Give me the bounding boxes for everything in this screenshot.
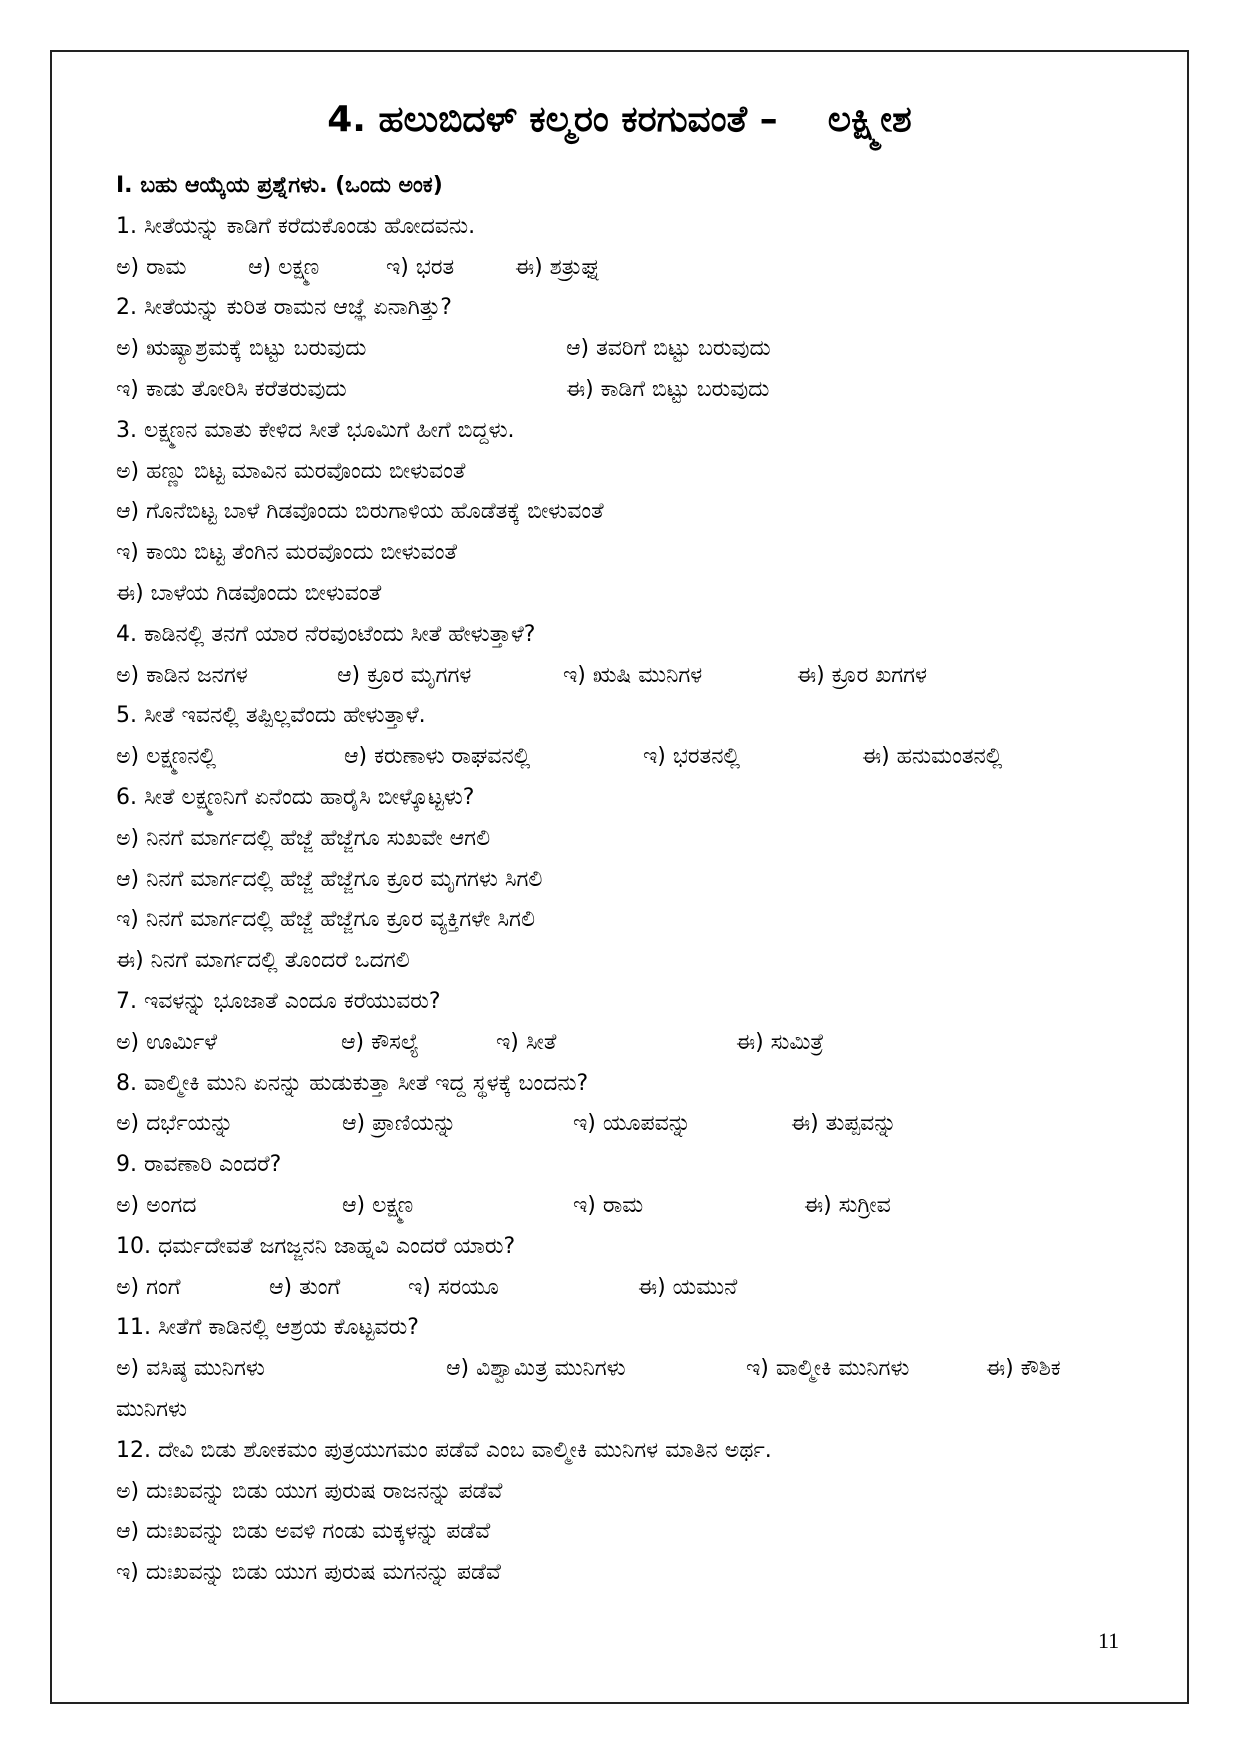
- option: ಆ) ದುಃಖವನ್ನು ಬಿಡು ಅವಳಿ ಗಂಡು ಮಕ್ಕಳನ್ನು ಪಡೆವೆ: [116, 1519, 491, 1545]
- option: ಈ) ಶತ್ರುಘ್ನ: [515, 254, 601, 280]
- option: ಅ) ನಿನಗೆ ಮಾರ್ಗದಲ್ಲಿ ಹೆಜ್ಜೆ ಹೆಜ್ಜೆಗೂ ಸುಖವೇ ಆಗಲಿ: [116, 825, 491, 851]
- question-3: 3. ಲಕ್ಷ್ಮಣನ ಮಾತು ಕೇಳಿದ ಸೀತೆ ಭೂಮಿಗೆ ಹೀಗೆ ಬಿದ್ದಳು.: [116, 417, 515, 443]
- option: ಅ) ಹಣ್ಣು ಬಿಟ್ಟ ಮಾವಿನ ಮರವೊಂದು ಬೀಳುವಂತೆ: [116, 458, 466, 484]
- option: ಇ) ಭರತನಲ್ಲಿ: [643, 744, 741, 770]
- option: ಇ) ಸರಯೂ: [408, 1274, 499, 1300]
- option: ಆ) ಪ್ರಾಣಿಯನ್ನು: [342, 1111, 457, 1137]
- question-8: 8. ವಾಲ್ಮೀಕಿ ಮುನಿ ಏನನ್ನು ಹುಡುಕುತ್ತಾ ಸೀತೆ ಇದ್ದ ಸ್ಥಳಕ್ಕೆ ಬಂದನು?: [116, 1070, 589, 1096]
- question-1: 1. ಸೀತೆಯನ್ನು ಕಾಡಿಗೆ ಕರೆದುಕೊಂಡು ಹೋದವನು.: [116, 213, 476, 239]
- question-6: 6. ಸೀತೆ ಲಕ್ಷ್ಮಣನಿಗೆ ಏನೆಂದು ಹಾರೈಸಿ ಬೀಳ್ಕೊಟ್ಟಳು?: [116, 784, 475, 810]
- option: ಅ) ದರ್ಭೆಯನ್ನು: [116, 1111, 234, 1137]
- option: ಇ) ವಾಲ್ಮೀಕಿ ಮುನಿಗಳು: [746, 1356, 910, 1382]
- section-heading: I. ಬಹು ಆಯ್ಕೆಯ ಪ್ರಶ್ನೆಗಳು. (ಒಂದು ಅಂಕ): [116, 173, 443, 198]
- option: ಇ) ಸೀತೆ: [496, 1029, 557, 1055]
- question-list: [116, 166, 1116, 1594]
- option: ಈ) ಕೌಶಿಕ: [986, 1356, 1061, 1382]
- question-4: 4. ಕಾಡಿನಲ್ಲಿ ತನಗೆ ಯಾರ ನೆರವುಂಟೆಂದು ಸೀತೆ ಹೇಳುತ್ತಾಳೆ?: [116, 621, 536, 647]
- question-2-options: [116, 329, 1116, 370]
- option: ಆ) ಕೌಸಲ್ಯೆ: [341, 1029, 420, 1055]
- option: ಇ) ಕಾಡು ತೋರಿಸಿ ಕರೆತರುವುದು: [116, 376, 347, 402]
- option: ಆ) ವಿಶ್ವಾಮಿತ್ರ ಮುನಿಗಳು: [446, 1356, 626, 1382]
- option: ಅ) ಅಂಗದ: [116, 1192, 197, 1218]
- option: ಈ) ಕ್ರೂರ ಖಗಗಳ: [797, 662, 927, 688]
- question-4-options: [116, 656, 1116, 697]
- question-9: 9. ರಾವಣಾರಿ ಎಂದರೆ?: [116, 1152, 282, 1178]
- question-11-options: [116, 1349, 1116, 1390]
- option: ಆ) ಗೊನೆಬಿಟ್ಟ ಬಾಳೆ ಗಿಡವೊಂದು ಬಿರುಗಾಳಿಯ ಹೊಡೆತಕ್ಕೆ ಬೀಳುವಂತೆ: [116, 499, 604, 525]
- option: ಆ) ಕ್ರೂರ ಮೃಗಗಳ: [337, 662, 472, 688]
- question-8-options: [116, 1104, 1116, 1145]
- option: ಇ) ಋಷಿ ಮುನಿಗಳ: [563, 662, 703, 688]
- option-continuation: ಮುನಿಗಳು: [116, 1396, 187, 1422]
- page-title: 4. ಹಲುಬಿದಳ್ ಕಲ್ಮರಂ ಕರಗುವಂತೆ – ಲಕ್ಷ್ಮೀಶ: [327, 99, 912, 140]
- option: ಆ) ಕರುಣಾಳು ರಾಘವನಲ್ಲಿ: [344, 744, 531, 770]
- question-10: 10. ಧರ್ಮದೇವತೆ ಜಗಜ್ಜನನಿ ಜಾಹ್ನವಿ ಎಂದರೆ ಯಾರು?: [116, 1233, 516, 1259]
- question-12: 12. ದೇವಿ ಬಿಡು ಶೋಕಮಂ ಪುತ್ರಯುಗಮಂ ಪಡೆವೆ ಎಂಬ ವಾಲ್ಮೀಕಿ ಮುನಿಗಳ ಮಾತಿನ ಅರ್ಥ.: [116, 1437, 772, 1463]
- option: ಇ) ಯೂಪವನ್ನು: [573, 1111, 691, 1137]
- option: ಈ) ಬಾಳೆಯ ಗಿಡವೊಂದು ಬೀಳುವಂತೆ: [116, 580, 382, 606]
- option: ಆ) ಲಕ್ಷ್ಮಣ: [248, 254, 320, 280]
- option: ಅ) ವಸಿಷ್ಠ ಮುನಿಗಳು: [116, 1356, 265, 1382]
- option: ಅ) ಊರ್ಮಿಳೆ: [116, 1029, 218, 1055]
- option: ಇ) ರಾಮ: [573, 1192, 644, 1218]
- option: ಈ) ನಿನಗೆ ಮಾರ್ಗದಲ್ಲಿ ತೊಂದರೆ ಒದಗಲಿ: [116, 948, 410, 974]
- question-10-options: [116, 1268, 1116, 1309]
- question-5: 5. ಸೀತೆ ಇವನಲ್ಲಿ ತಪ್ಪಿಲ್ಲವೆಂದು ಹೇಳುತ್ತಾಳೆ.: [116, 703, 426, 729]
- page-number: 11: [1098, 1628, 1120, 1653]
- question-1-options: [116, 248, 1116, 289]
- option: ಆ) ಲಕ್ಷ್ಮಣ: [342, 1192, 414, 1218]
- option: ಈ) ಸುಮಿತ್ರೆ: [736, 1029, 824, 1055]
- option: ಈ) ಹನುಮಂತನಲ್ಲಿ: [862, 744, 1003, 770]
- option: ಇ) ದುಃಖವನ್ನು ಬಿಡು ಯುಗ ಪುರುಷ ಮಗನನ್ನು ಪಡೆವೆ: [116, 1560, 501, 1586]
- option: ಈ) ಸುಗ್ರೀವ: [804, 1192, 891, 1218]
- option: ಈ) ಕಾಡಿಗೆ ಬಿಟ್ಟು ಬರುವುದು: [566, 376, 770, 402]
- option: ಅ) ದುಃಖವನ್ನು ಬಿಡು ಯುಗ ಪುರುಷ ರಾಜನನ್ನು ಪಡೆವೆ: [116, 1478, 503, 1504]
- question-9-options: [116, 1186, 1116, 1227]
- question-5-options: [116, 737, 1116, 778]
- option: ಈ) ತುಪ್ಪವನ್ನು: [791, 1111, 897, 1137]
- option: ಅ) ರಾಮ: [116, 254, 187, 280]
- option: ಇ) ಭರತ: [386, 254, 455, 280]
- question-7-options: [116, 1023, 1116, 1064]
- question-2: 2. ಸೀತೆಯನ್ನು ಕುರಿತ ರಾಮನ ಆಜ್ಞೆ ಏನಾಗಿತ್ತು?: [116, 295, 452, 321]
- option: ಆ) ತುಂಗೆ: [269, 1274, 341, 1300]
- option: ಅ) ಲಕ್ಷ್ಮಣನಲ್ಲಿ: [116, 744, 217, 770]
- option: ಅ) ಗಂಗೆ: [116, 1274, 181, 1300]
- option: ಇ) ಕಾಯಿ ಬಿಟ್ಟ ತೆಂಗಿನ ಮರವೊಂದು ಬೀಳುವಂತೆ: [116, 540, 458, 566]
- question-11: 11. ಸೀತೆಗೆ ಕಾಡಿನಲ್ಲಿ ಆಶ್ರಯ ಕೊಟ್ಟವರು?: [116, 1315, 419, 1341]
- option: ಆ) ತವರಿಗೆ ಬಿಟ್ಟು ಬರುವುದು: [566, 336, 771, 362]
- option: ಅ) ಋಷ್ಯಾಶ್ರಮಕ್ಕೆ ಬಿಟ್ಟು ಬರುವುದು: [116, 336, 367, 362]
- option: ಅ) ಕಾಡಿನ ಜನಗಳ: [116, 662, 248, 688]
- option: ಈ) ಯಮುನೆ: [638, 1274, 738, 1300]
- option: ಇ) ನಿನಗೆ ಮಾರ್ಗದಲ್ಲಿ ಹೆಜ್ಜೆ ಹೆಜ್ಜೆಗೂ ಕ್ರೂರ ವ್ಯಕ್ತಿಗಳೇ ಸಿಗಲಿ: [116, 907, 535, 933]
- option: ಆ) ನಿನಗೆ ಮಾರ್ಗದಲ್ಲಿ ಹೆಜ್ಜೆ ಹೆಜ್ಜೆಗೂ ಕ್ರೂರ ಮೃಗಗಳು ಸಿಗಲಿ: [116, 866, 543, 892]
- question-2-options: [116, 370, 1116, 411]
- question-7: 7. ಇವಳನ್ನು ಭೂಜಾತೆ ಎಂದೂ ಕರೆಯುವರು?: [116, 988, 441, 1014]
